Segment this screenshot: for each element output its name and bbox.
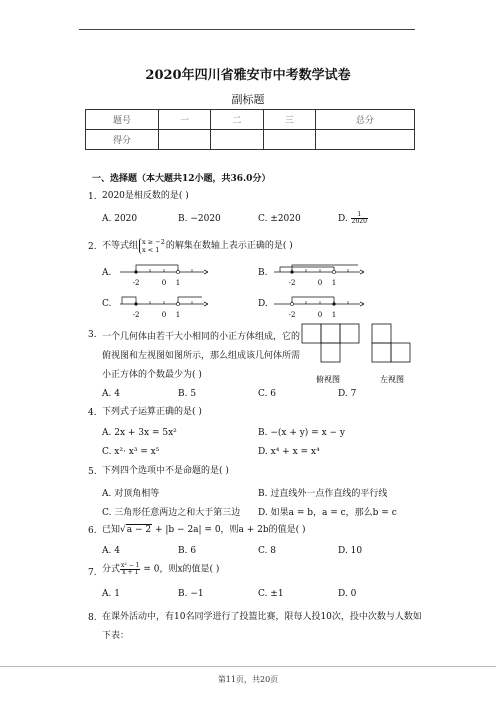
- score-cell: [263, 130, 315, 150]
- fraction-denominator: 2020: [351, 218, 367, 225]
- q2-text-post: 的解集在数轴上表示正确的是( ): [165, 241, 293, 251]
- q4-option-c: C. x²· x³ = x⁵: [102, 447, 160, 457]
- question-number: 6.: [88, 526, 97, 536]
- q1-option-a: A. 2020: [102, 214, 138, 224]
- question-number: 3.: [88, 330, 97, 340]
- question-number: 2.: [88, 242, 97, 252]
- tick-label: 0: [317, 311, 323, 319]
- q1-option-d-label: D.: [338, 214, 351, 224]
- question-1-text: 2020是相反数的是( ): [102, 191, 189, 201]
- q2-numberline-b: [272, 261, 364, 287]
- footer-divider: [0, 666, 496, 667]
- question-5-text: 下列四个选项中不是命题的是( ): [102, 466, 229, 476]
- q1-option-c: C. ±2020: [258, 214, 301, 224]
- score-cell: 一: [159, 110, 211, 130]
- q6-text-mid: + |b − 2a| = 0，则a + 2b的值是( ): [152, 525, 306, 535]
- tick-label: -2: [288, 279, 296, 287]
- top-view-label: 俯视图: [316, 375, 340, 384]
- score-cell: 二: [211, 110, 263, 130]
- q2-option-b: B.: [258, 268, 268, 278]
- score-cell: 三: [263, 110, 315, 130]
- q5-option-b: B. 过直线外一点作直线的平行线: [258, 489, 388, 499]
- q7-text-pre: 分式: [102, 564, 121, 575]
- page-title: 2020年四川省雅安市中考数学试卷: [145, 68, 351, 83]
- tick-label: 1: [331, 311, 337, 319]
- question-6-text: [102, 524, 306, 536]
- header-rule: [79, 29, 415, 30]
- q6-option-d: D. 10: [338, 546, 363, 556]
- q3-option-d: D. 7: [338, 389, 357, 399]
- tick-label: 0: [317, 279, 323, 287]
- score-cell: 题号: [86, 110, 159, 130]
- score-cell: [159, 130, 211, 150]
- q3-view-figures: [300, 322, 415, 388]
- fraction: [351, 212, 368, 225]
- score-table-header-row: [86, 110, 415, 130]
- page-footer: 第11页，共20页: [217, 675, 279, 684]
- left-view-label: 左视图: [380, 375, 404, 384]
- question-number: 5.: [88, 467, 97, 477]
- fraction: [120, 563, 140, 576]
- tick-label: 0: [161, 311, 167, 319]
- fraction-numerator: 1: [351, 212, 368, 219]
- q2-option-a: A.: [102, 268, 112, 278]
- q5-option-d: D. 如果a = b，a = c，那么b = c: [258, 508, 397, 518]
- top-view-grid: [302, 324, 359, 362]
- q7-option-c: C. ±1: [258, 589, 284, 599]
- q6-option-a: A. 4: [102, 546, 120, 556]
- inequality-system: [139, 238, 165, 254]
- q7-text-post: = 0，则x的值是( ): [140, 564, 220, 575]
- section-heading: 一、选择题（本大题共12小题，共36.0分）: [92, 174, 271, 184]
- question-8-text: 在课外活动中，有10名同学进行了投篮比赛，限每人投10次，投中次数与人数如: [102, 612, 422, 622]
- q6-option-b: B. 6: [178, 546, 197, 556]
- question-4-text: 下列式子运算正确的是( ): [102, 407, 202, 417]
- page-subtitle: 副标题: [231, 93, 265, 106]
- q4-option-d: D. x⁴ + x = x⁴: [258, 447, 320, 457]
- q4-option-a: A. 2x + 3x = 5x²: [102, 428, 177, 438]
- q2-numberline-a: [118, 261, 208, 287]
- q3-option-a: A. 4: [102, 389, 120, 399]
- q3-option-b: B. 5: [178, 389, 197, 399]
- question-number: 8.: [88, 613, 97, 623]
- question-8-text-cont: 下表：: [102, 631, 130, 641]
- q2-numberline-c: [118, 293, 208, 319]
- q7-option-a: A. 1: [102, 589, 120, 599]
- inequality-1: x ≥ −2: [142, 238, 165, 246]
- q5-option-c: C. 三角形任意两边之和大于第三边: [102, 508, 241, 518]
- q2-option-c: C.: [102, 299, 112, 309]
- score-cell: 总分: [315, 110, 414, 130]
- q2-numberline-d: [272, 293, 364, 319]
- score-table-score-row: [86, 130, 415, 150]
- left-view-grid: [372, 324, 410, 362]
- tick-label: 1: [175, 279, 181, 287]
- q1-option-d: [338, 212, 368, 225]
- question-number: 4.: [88, 408, 97, 418]
- q2-option-d: D.: [258, 299, 268, 309]
- q1-option-b: B. −2020: [178, 214, 221, 224]
- q6-text-pre: 已知: [102, 525, 121, 535]
- question-number: 1.: [88, 192, 97, 202]
- score-table: [85, 109, 415, 150]
- q3-line: 俯视图和左视图如图所示，那么组成该几何体所需: [102, 351, 301, 361]
- tick-label: 1: [331, 279, 337, 287]
- sqrt-radicand: a − 2: [126, 525, 152, 535]
- q5-option-a: A. 对顶角相等: [102, 489, 160, 499]
- tick-label: 1: [175, 311, 181, 319]
- fraction-denominator: x + 1: [122, 569, 139, 576]
- q3-line: 一个几何体由若干大小相同的小正方体组成，它的: [102, 332, 301, 342]
- q7-option-d: D. 0: [338, 589, 357, 599]
- q7-option-b: B. −1: [178, 589, 204, 599]
- q3-option-c: C. 6: [258, 389, 277, 399]
- question-2-text: [102, 238, 293, 254]
- tick-label: -2: [288, 311, 296, 319]
- inequality-2: x < 1: [142, 246, 160, 254]
- q6-option-c: C. 8: [258, 546, 277, 556]
- tick-label: 0: [161, 279, 167, 287]
- question-number: 7.: [88, 568, 97, 578]
- q4-option-b: B. −(x + y) = x − y: [258, 428, 346, 438]
- question-3-text: [102, 328, 300, 385]
- tick-label: -2: [132, 311, 140, 319]
- question-7-text: [102, 563, 219, 576]
- score-cell: 得分: [86, 130, 159, 150]
- fraction-numerator: x² − 1: [121, 562, 140, 569]
- score-cell: [315, 130, 414, 150]
- tick-label: -2: [132, 279, 140, 287]
- sqrt-sign: √: [120, 525, 126, 535]
- q3-line: 小正方体的个数最少为( ): [102, 370, 202, 380]
- q2-text-pre: 不等式组: [102, 241, 139, 251]
- score-cell: [211, 130, 263, 150]
